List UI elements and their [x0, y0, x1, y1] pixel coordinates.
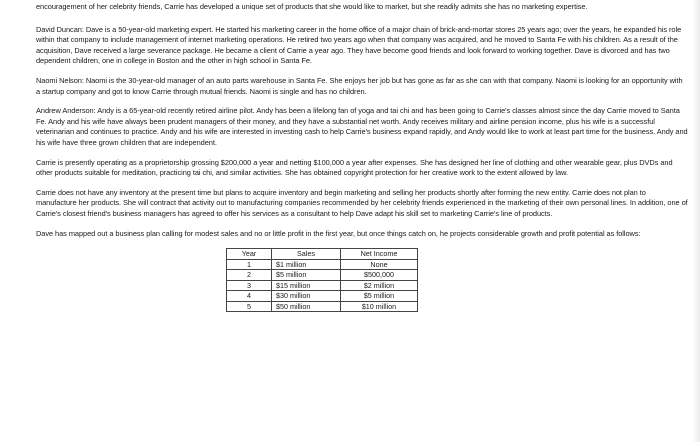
cell-year: 2 [227, 270, 272, 281]
projection-table [226, 248, 418, 312]
paragraph-inventory: Carrie does not have any inventory at the present time but plans to acquire inventory and begin marketing and selling her products shortly after forming the new entity. Carrie does not plan to manufacture her products. She will contract that activity out to manufacturing companies recommended by her celebrity friends experienced in the marketing of their own personal lines. In addition, one of Carrie's closest friend's business managers has agreed to offer his services as a consultant to help Dave adapt his skill set to marketing Carrie's line of products. [36, 187, 688, 218]
cell-sales: $5 million [272, 270, 341, 281]
cell-sales: $15 million [272, 280, 341, 291]
cell-sales: $1 million [272, 259, 341, 270]
cell-sales: $30 million [272, 291, 341, 302]
cell-year: 1 [227, 259, 272, 270]
paragraph-david-duncan: David Duncan: Dave is a 50-year-old marketing expert. He started his marketing career in the home office of a major chain of brick-and-mortar stores 25 years ago; over the years, he expanded his role within that company to include management of internet marketing operations. He retired two years ago when that company was acquired, and he moved to Santa Fe with his children. As a result of the acquisition, Dave received a large severance package. He became a client of Carrie a year ago. They have become good friends and look forward to working together. Dave is divorced and has two dependent children, one in college in Boston and the other in high school in Santa Fe. [36, 24, 682, 66]
header-year: Year [227, 249, 272, 260]
cell-year: 5 [227, 301, 272, 312]
table-row [227, 301, 418, 312]
cell-net-income: $10 million [341, 301, 418, 312]
table-row [227, 270, 418, 281]
table-row [227, 259, 418, 270]
cell-sales: $50 million [272, 301, 341, 312]
cell-year: 4 [227, 291, 272, 302]
table-row [227, 280, 418, 291]
paragraph-carrie-business: Carrie is presently operating as a proprietorship grossing $200,000 a year and netting $100,000 a year after expenses. She has designed her line of clothing and other wearable gear, plus DVDs and other products suitable for meditation, practicing tai chi, and similar activities. She has obtained copyright protection for her creative work to the extent allowed by law. [36, 157, 673, 178]
cell-net-income: $500,000 [341, 270, 418, 281]
cell-year: 3 [227, 280, 272, 291]
paragraph-naomi-nelson: Naomi Nelson: Naomi is the 30-year-old manager of an auto parts warehouse in Santa Fe. She enjoys her job but has gone as far as she can with that company. Naomi is looking for an opportunity with a startup company and got to know Carrie through mutual friends. Naomi is single and has no children. [36, 75, 683, 96]
table-header-row [227, 249, 418, 260]
table-row [227, 291, 418, 302]
header-sales: Sales [272, 249, 341, 260]
paragraph-andrew-anderson: Andrew Anderson: Andy is a 65-year-old recently retired airline pilot. Andy has been a lifelong fan of yoga and tai chi and has been going to Carrie's classes almost since the day Carrie moved to Santa Fe. Andy and his wife have always been prudent managers of their money, and they have a substantial net worth. Andy receives military and airline pension income, plus his wife is a successful veterinarian and continues to practice. Andy and his wife are interested in investing cash to help Carrie's business expand rapidly, and Andy would like to work at least part time for the business. Andy and his wife have three grown children that are independent. [36, 106, 688, 147]
paragraph-intro: encouragement of her celebrity friends, Carrie has developed a unique set of products that she would like to market, but she readily admits she has no marketing expertise. [36, 2, 588, 11]
paragraph-business-plan: Dave has mapped out a business plan calling for modest sales and no or little profit in the first year, but once things catch on, he projects considerable growth and profit potential as follows: [36, 228, 641, 238]
cell-net-income: None [341, 259, 418, 270]
page-edge-shadow [692, 0, 700, 442]
header-net-income: Net Income [341, 249, 418, 260]
cell-net-income: $5 million [341, 291, 418, 302]
cell-net-income: $2 million [341, 280, 418, 291]
